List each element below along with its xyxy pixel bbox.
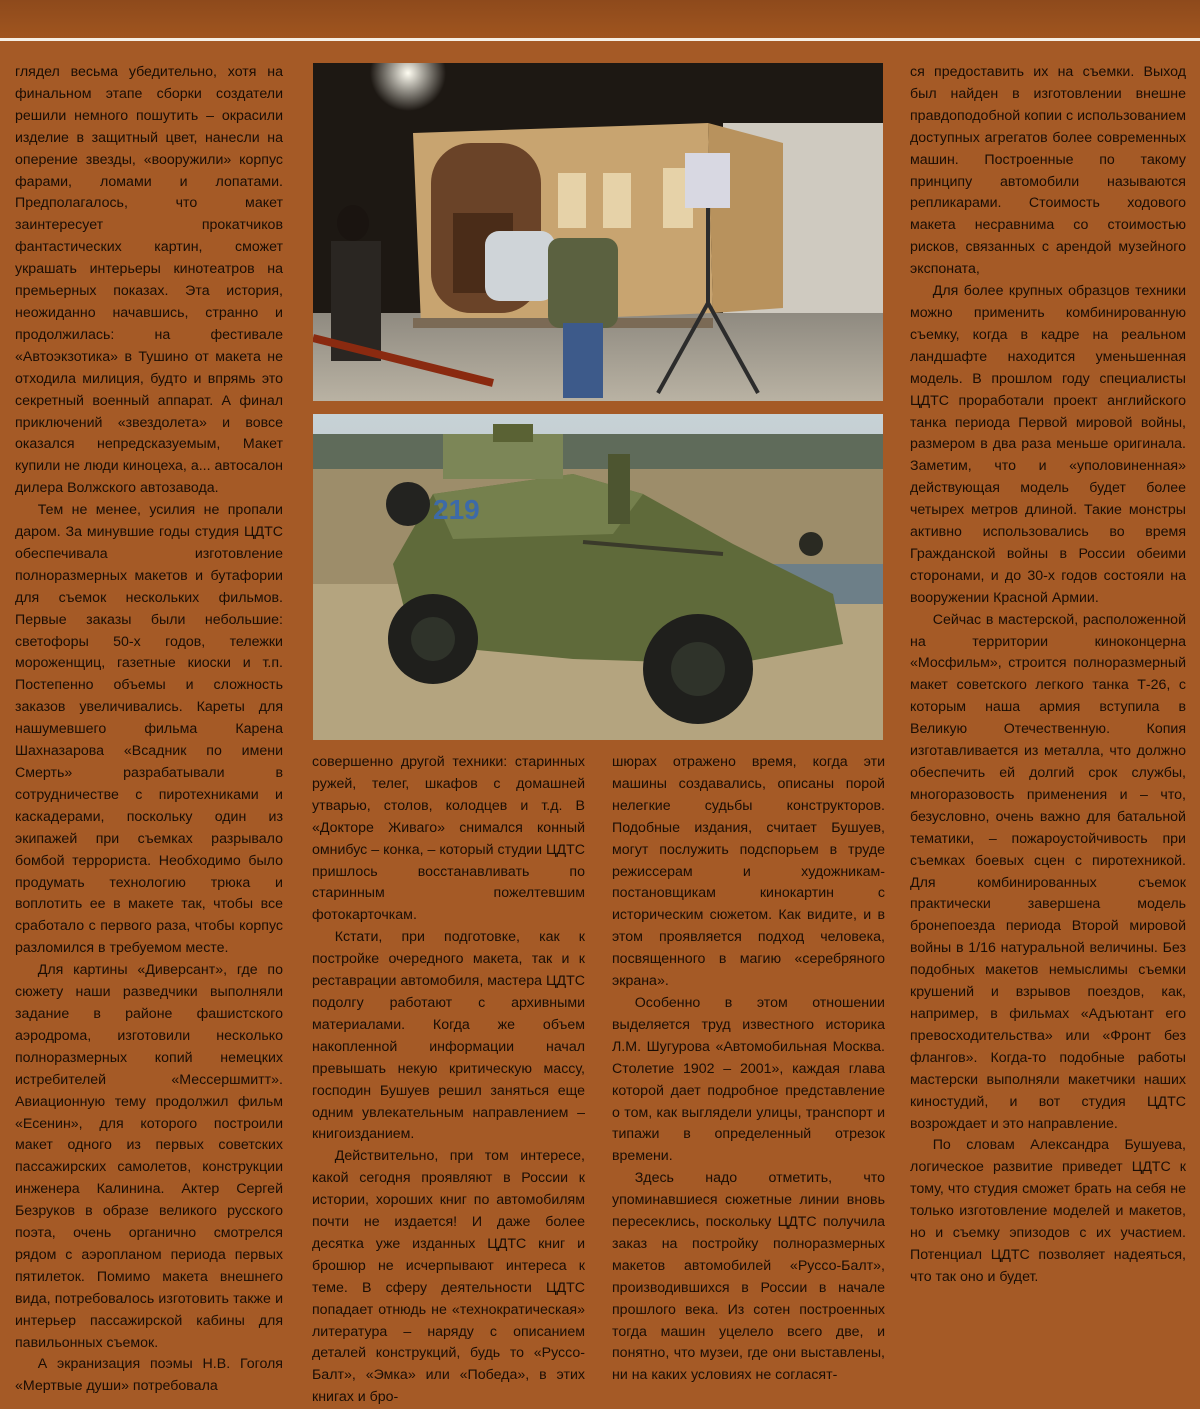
- paragraph: Сейчас в мастерской, расположенной на территории киноконцерна «Мосфильм», строится полноразмерный макет советского легкого танка Т-26, с которым наша армия вступила в Великую Отечественную. Копия изготавливается из металла, что должно обеспечить ей долгий срок службы, многоразовость применения и – что, безусловно, очень важно для батальной тематики, – пожароустойчивость при съемках боевых сцен с пиротехникой. Для комбинированных съемок практически завершена модель бронепоезда периода Второй мировой войны в 1/16 натуральной величины. Без подобных макетов немыслимы съемки крушений и взрывов поездов, как, например, в фильмах «Адъютант его превосходительства» или «Фронт без флангов». Когда-то подобные работы мастерски выполняли макетчики наших киностудий, и вот студия ЦДТС возрождает и это направление.: [910, 611, 1186, 1132]
- text-column-4: [910, 62, 1186, 1289]
- text-column-1: [15, 62, 283, 1398]
- paragraph: Для более крупных образцов техники можно применить комбинированную съемку, когда в кадре на реальном ландшафте находится уменьшенная модель. В прошлом году специалисты ЦДТС проработали проект английского танка периода Первой мировой войны, размером в два раза меньше оригинала. Заметим, что и «уполовиненная» действующая модель будет более четырех метров длиной. Такие монстры активно использовались во время Гражданской войны в России обеими сторонами, и до 30-х годов состояли на вооружении Красной Армии.: [910, 283, 1186, 606]
- vehicle-number: 219: [433, 494, 480, 525]
- paragraph: Для картины «Диверсант», где по сюжету наши разведчики выполняли задание в районе фашистского аэродрома, изготовили несколько полноразмерных копий немецких истребителей «Мессершмитт». Авиационную тему продолжил фильм «Есенин», для которого построили макет одного из первых советских пассажирских самолетов, конструкции инженера Калинина. Актер Сергей Безруков в образе великого русского поэта, очень органично смотрелся рядом с аэропланом периода первых пятилеток. Помимо макета внешнего вида, потребовалось изготовить также и интерьер пассажирской кабины для павильонных съемок.: [15, 962, 283, 1351]
- paragraph: Действительно, при том интересе, какой сегодня проявляют в России к истории, хороших книг по автомобилям почти не издается! И даже более десятка уже изданных ЦДТС книг и брошюр не исчерпывают интереса к теме. В сферу деятельности ЦДТС попадает отнюдь не «технократическая» литература – наряду с описанием деталей конструкций, будь то «Руссо-Балт», «Эмка» или «Победа», в этих книгах и бро-: [312, 1148, 585, 1406]
- text-column-3: [612, 752, 885, 1387]
- header-rule: [0, 38, 1200, 41]
- paragraph: глядел весьма убедительно, хотя на финальном этапе сборки создатели решили немного пошутить – окрасили изделие в защитный цвет, нанесли на оперение звезды, «вооружили» корпус фарами, ломами и лопатами. Предполагалось, что макет заинтересует прокатчиков фантастических картин, сможет украшать интерьеры кинотеатров на премьерных показах. Эта история, неожиданно начавшись, странно и продолжилась: на фестивале «Автоэкзотика» в Тушино от макета не отходила милиция, будто и впрямь это секретный военный аппарат. А финал приключений «звездолета» и вовсе оказался непредсказуемым, Макет купили не люди киноцеха, а... автосалон дилера Волжского автозавода.: [15, 64, 283, 497]
- paragraph: Особенно в этом отношении выделяется труд известного историка Л.М. Шугурова «Автомобильная Москва. Столетие 1902 – 2001», каждая глава которой дает подробное представление о том, как выглядели улицы, транспорт и типажи в определенный отрезок времени.: [612, 994, 885, 1165]
- paragraph: По словам Александра Бушуева, логическое развитие приведет ЦДТС к тому, что студия сможет брать на себя не только изготовление моделей и макетов, но и съемку эпизодов с их участием. Потенциал ЦДТС позволяет надеяться, что так оно и будет.: [910, 1137, 1186, 1285]
- paragraph: Кстати, при подготовке, как к постройке очередного макета, так и к реставрации автомобиля, мастера ЦДТС подолгу работают с архивными материалами. Когда же объем накопленной информации начал превышать некую критическую массу, господин Бушуев решил заняться еще одним увлекательным направлением – книгоизданием.: [312, 929, 585, 1143]
- studio-set-photo: [313, 63, 883, 401]
- paragraph: ся предоставить их на съемки. Выход был найден в изготовлении внешне правдоподобной копии с использованием доступных агрегатов более современных машин. Построенные по такому принципу автомобили называются репликарами. Стоимость ходового макета несравнима со стоимостью рисков, связанных с арендой музейного экспоната,: [910, 64, 1186, 278]
- paragraph: А экранизация поэмы Н.В. Гоголя «Мертвые души» потребовала: [15, 1356, 283, 1395]
- paragraph: Здесь надо отметить, что упоминавшиеся сюжетные линии вновь пересеклись, поскольку ЦДТС получила заказ на постройку полноразмерных макетов автомобилей «Руссо-Балт», производившихся в России в начале прошлого века. Из сотен построенных тогда машин уцелело всего две, и понятно, что музеи, где они выставлены, ни на каких условиях не согласят-: [612, 1170, 885, 1384]
- paragraph: шюрах отражено время, когда эти машины создавались, описаны порой нелегкие судьбы конструкторов. Подобные издания, считает Бушуев, могут послужить подспорьем в труде режиссерам и художникам-постановщикам кинокартин с историческим сюжетом. Как видите, и в этом проявляется подход человека, посвященного в магию «серебряного экрана».: [612, 754, 885, 990]
- text-column-2: [312, 752, 585, 1409]
- header-band: [0, 0, 1200, 38]
- paragraph: совершенно другой техники: старинных ружей, телег, шкафов с домашней утварью, столов, колодцев и т.д. В «Докторе Живаго» снимался конный омнибус – конка, – который студии ЦДТС пришлось восстанавливать по старинным пожелтевшим фотокарточкам.: [312, 754, 585, 924]
- paragraph: Тем не менее, усилия не пропали даром. За минувшие годы студия ЦДТС обеспечивала изготовление полноразмерных макетов и бутафории для съемок нескольких фильмов. Первые заказы были небольшие: светофоры 50-х годов, тележки мороженщиц, газетные киоски и т.п. Постепенно объемы и сложность заказов увеличивались. Кареты для нашумевшего фильма Карена Шахназарова «Всадник по имени Смерть» разрабатывали в сотрудничестве с пиротехниками и каскадерами, поскольку один из экипажей при съемках разрывало бомбой террориста. Необходимо было продумать технологию трюка и воплотить ее в макете так, чтобы все сработало с первого раза, чтобы корпус разломился в требуемом месте.: [15, 502, 283, 957]
- armored-car-photo: [313, 414, 883, 740]
